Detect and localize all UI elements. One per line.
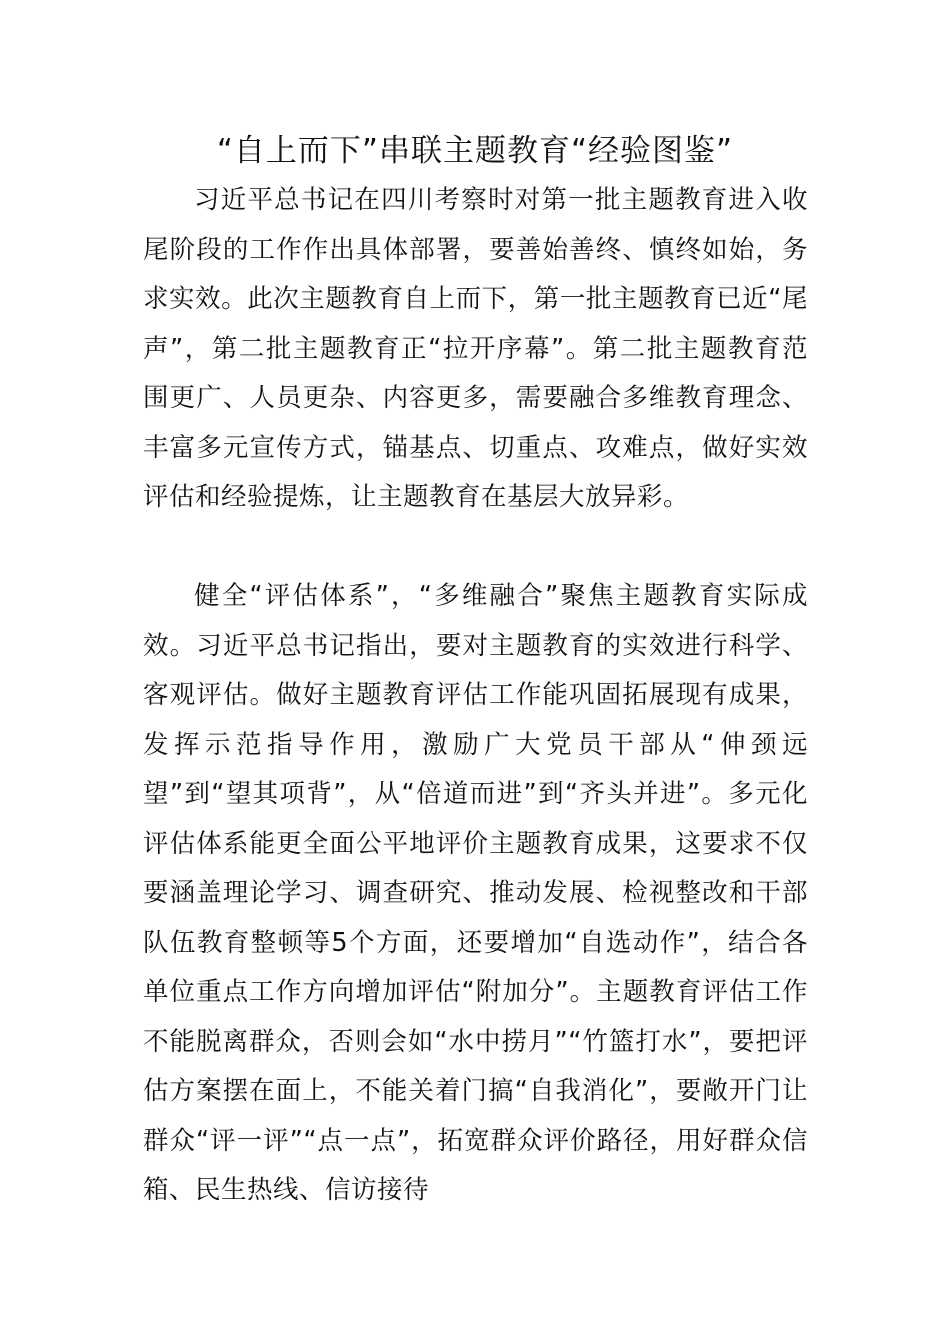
document-title: “自上而下”串联主题教育“经验图鉴” [216, 133, 734, 169]
paragraph-1: 习近平总书记在四川考察时对第一批主题教育进入收尾阶段的工作作出具体部署，要善始善终、慎终如始，务求实效。此次主题教育自上而下，第一批主题教育已近“尾声”，第二批主题教育正“拉开序幕”。第二批主题教育范围更广、人员更杂、内容更多，需要融合多维教育理念、丰富多元宣传方式，锚基点、切重点、攻难点，做好实效评估和经验提炼，让主题教育在基层大放异彩。 [143, 185, 808, 512]
paragraph-2: 健全“评估体系”，“多维融合”聚焦主题教育实际成效。习近平总书记指出，要对主题教育的实效进行科学、客观评估。做好主题教育评估工作能巩固拓展现有成果，发挥示范指导作用，激励广大党员干部从“伸颈远望”到“望其项背”，从“倍道而进”到“齐头并进”。多元化评估体系能更全面公平地评价主题教育成果，这要求不仅要涵盖理论学习、调查研究、推动发展、检视整改和干部队伍教育整顿等5个方面，还要增加“自选动作”，结合各单位重点工作方向增加评估“附加分”。主题教育评估工作不能脱离群众，否则会如“水中捞月”“竹篮打水”，要把评估方案摆在面上，不能关着门搞“自我消化”，要敞开门让群众“评一评”“点一点”，拓宽群众评价路径，用好群众信箱、民生热线、信访接待 [143, 581, 808, 1205]
